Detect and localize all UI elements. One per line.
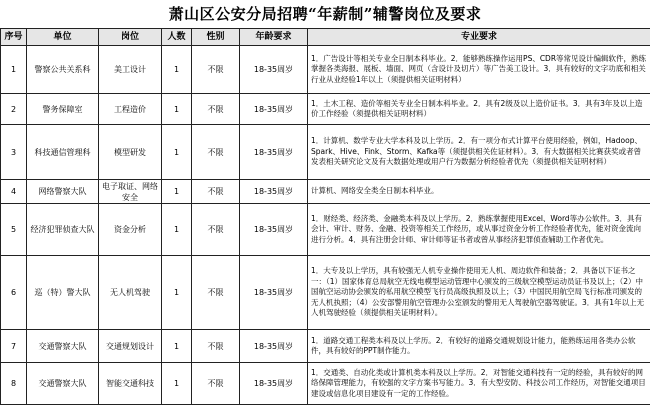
cell-age: 18-35周岁 <box>240 94 308 125</box>
cell-gender: 不限 <box>192 256 240 330</box>
table-row <box>1 94 650 125</box>
cell-no: 2 <box>1 94 27 125</box>
cell-post: 美工设计 <box>99 46 162 94</box>
cell-post: 交通规划设计 <box>99 330 162 363</box>
cell-requirements: 1．道路交通工程类本科及以上学历。2．有较好的道路交通规划设计能力，能熟练运用各类办公软件，具有较好的PPT制作能力。 <box>308 330 650 363</box>
cell-count: 1 <box>162 256 192 330</box>
cell-gender: 不限 <box>192 46 240 94</box>
cell-count: 1 <box>162 363 192 405</box>
header-no: 序号 <box>1 29 27 46</box>
cell-post: 模型研发 <box>99 125 162 180</box>
cell-count: 1 <box>162 125 192 180</box>
cell-gender: 不限 <box>192 204 240 256</box>
table-row <box>1 125 650 180</box>
table-row <box>1 330 650 363</box>
cell-requirements: 1．广告设计等相关专业全日制本科毕业。2．能够熟练操作运用PS、CDR等常见设计编辑软件，熟练掌握各类海报、展板、墙面、网页（含设计及切片）等广告美工设计。3．具有较好的文字功底和相关行业从业经验1年以上（须提供相关证明材料） <box>308 46 650 94</box>
cell-unit: 交通警察大队 <box>27 330 99 363</box>
cell-gender: 不限 <box>192 180 240 204</box>
header-gender: 性别 <box>192 29 240 46</box>
cell-no: 5 <box>1 204 27 256</box>
cell-post: 资金分析 <box>99 204 162 256</box>
cell-no: 6 <box>1 256 27 330</box>
cell-unit: 科技通信管理科 <box>27 125 99 180</box>
cell-requirements: 1．交通类、自动化类或计算机类本科及以上学历。2．对智能交通科技有一定的经验，具有较好的网络保障管理能力，有较强的文字方案书写能力。3．有大型安防、科技公司工作经历，对智能交通项目建设或信息化项目建设有一定的工作经验。 <box>308 363 650 405</box>
cell-no: 1 <box>1 46 27 94</box>
cell-gender: 不限 <box>192 94 240 125</box>
recruitment-table <box>0 28 650 405</box>
header-age: 年龄要求 <box>240 29 308 46</box>
table-row <box>1 256 650 330</box>
cell-requirements: 1．土木工程、造价等相关专业全日制本科毕业。2．具有2级及以上造价证书。3．具有3年及以上造价工作经验（须提供相关证明材料） <box>308 94 650 125</box>
cell-gender: 不限 <box>192 125 240 180</box>
cell-age: 18-35周岁 <box>240 180 308 204</box>
cell-count: 1 <box>162 330 192 363</box>
cell-unit: 警务保障室 <box>27 94 99 125</box>
cell-post: 电子取证、网络安全 <box>99 180 162 204</box>
cell-age: 18-35周岁 <box>240 204 308 256</box>
cell-unit: 巡（特）警大队 <box>27 256 99 330</box>
cell-post: 智能交通科技 <box>99 363 162 405</box>
cell-gender: 不限 <box>192 330 240 363</box>
cell-no: 3 <box>1 125 27 180</box>
cell-age: 18-35周岁 <box>240 125 308 180</box>
cell-count: 1 <box>162 204 192 256</box>
cell-post: 工程造价 <box>99 94 162 125</box>
header-unit: 单位 <box>27 29 99 46</box>
header-requirements: 专业要求 <box>308 29 650 46</box>
cell-age: 18-35周岁 <box>240 256 308 330</box>
cell-age: 18-35周岁 <box>240 46 308 94</box>
cell-no: 4 <box>1 180 27 204</box>
cell-no: 7 <box>1 330 27 363</box>
cell-requirements: 1．大专及以上学历，具有较强无人机专业操作使用无人机、周边软件和装备；2．具备以下证书之一：（1）国家体育总局航空无线电模型运动管理中心颁发的三级航空模型运动员证书及以上；（2）中国航空运动协会颁发的私用航空模型飞行员高级执照及以上；（3）中国民用航空局飞行标准司颁发的无人机执照；（4）公安部警用航空管理办公室颁发的警用无人驾驶航空器驾驶证。3．具有1年以上无人机驾驶经验（须提供相关证明材料）。 <box>308 256 650 330</box>
cell-post: 无人机驾驶 <box>99 256 162 330</box>
cell-gender: 不限 <box>192 363 240 405</box>
cell-unit: 交通警察大队 <box>27 363 99 405</box>
table-row <box>1 180 650 204</box>
cell-unit: 网络警察大队 <box>27 180 99 204</box>
cell-count: 1 <box>162 180 192 204</box>
cell-requirements: 1．财经类、经济类、金融类本科及以上学历。2．熟练掌握使用Excel、Word等办公软件。3．具有会计、审计、财务、金融、投资等相关工作经历，或从事过资金分析工作经验者优先，能对资金流向进行分析。4．具有注册会计师、审计师等证书者或曾从事经济犯罪侦查辅助工作者优先。 <box>308 204 650 256</box>
cell-requirements: 1．计算机、数学专业大学本科及以上学历。2．有一项分布式计算平台使用经验，例如，Hadoop、Spark、Hive、Fink、Storm、Kafka等（须提供相关佐证材料）。3．有大数据相关比赛获奖或者曾发表相关研究论文及有大数据处理或用户行为数据分析经验者优先（须提供相关证明材料） <box>308 125 650 180</box>
cell-unit: 经济犯罪侦查大队 <box>27 204 99 256</box>
table-row <box>1 46 650 94</box>
table-header-row <box>1 29 650 46</box>
cell-age: 18-35周岁 <box>240 363 308 405</box>
cell-requirements: 计算机、网络安全类全日制本科毕业。 <box>308 180 650 204</box>
table-row <box>1 204 650 256</box>
cell-count: 1 <box>162 94 192 125</box>
header-post: 岗位 <box>99 29 162 46</box>
cell-age: 18-35周岁 <box>240 330 308 363</box>
cell-unit: 警察公共关系科 <box>27 46 99 94</box>
page-title: 萧山区公安分局招聘“年薪制”辅警岗位及要求 <box>168 5 482 23</box>
header-count: 人数 <box>162 29 192 46</box>
cell-count: 1 <box>162 46 192 94</box>
table-row <box>1 363 650 405</box>
cell-no: 8 <box>1 363 27 405</box>
